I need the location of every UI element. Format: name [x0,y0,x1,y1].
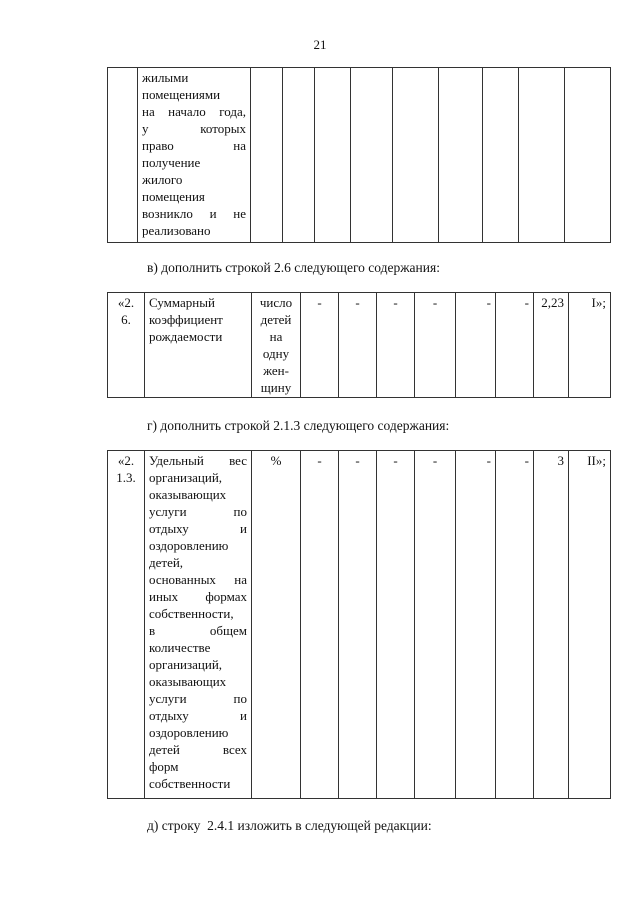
indicator-line: в общем [149,623,247,638]
value-cell [351,68,393,243]
value-cell: - [377,451,415,799]
value-cell: - [301,451,339,799]
value-cell: - [377,293,415,398]
value-cell: - [496,451,534,799]
indicator-line: детей, [149,555,184,570]
number-cell [108,68,138,243]
indicator-cell [138,68,251,243]
indicator-line: услуги по [149,504,247,519]
indicator-line: у которых [142,121,246,136]
indicator-line: помещениями [142,87,221,102]
value-cell [315,68,351,243]
unit-line: одну [262,346,290,361]
row-number: «2. [117,453,135,468]
source-cell: I»; [569,293,611,398]
value-cell: - [456,451,496,799]
value-cell: - [339,293,377,398]
paragraph-g: г) дополнить строкой 2.1.3 следующего содержания: [147,418,450,433]
row-number: «2. [117,295,135,310]
indicator-line: помещения [142,189,205,204]
page-number: 21 [313,37,327,52]
unit-cell: % [252,451,301,799]
value-cell: - [415,293,456,398]
indicator-line: получение [142,155,201,170]
indicator-line: рождаемости [149,329,223,344]
paragraph-v: в) дополнить строкой 2.6 следующего содержания: [147,260,440,275]
indicator-cell [145,293,252,398]
table-row [108,451,611,799]
number-cell [108,451,145,799]
value-cell: - [415,451,456,799]
table-row [108,68,611,243]
indicator-line: жилыми [142,70,189,85]
value-cell: - [456,293,496,398]
value-cell: - [301,293,339,398]
indicator-line: оздоровлению [149,538,229,553]
value-cell [519,68,565,243]
indicator-line: оказывающих [149,674,227,689]
indicator-line: услуги по [149,691,247,706]
table-row [108,293,611,398]
indicator-line: Суммарный [149,295,215,310]
indicator-line: на начало года, [142,104,246,119]
indicator-line: оздоровлению [149,725,229,740]
indicator-line: Удельный вес [149,453,247,468]
row-number: 1.3. [116,470,136,485]
indicator-line: форм [149,759,179,774]
indicator-line: собственности [149,776,231,791]
indicator-line: оказывающих [149,487,227,502]
unit-cell [252,293,301,398]
value-cell: 2,23 [534,293,569,398]
indicator-line: коэффициент [149,312,223,327]
value-cell [393,68,439,243]
source-cell [565,68,611,243]
indicator-line: жилого [142,172,183,187]
unit-line: жен- [263,363,289,378]
value-cell: - [496,293,534,398]
indicator-line: отдыху и [149,521,247,536]
indicator-line: отдыху и [149,708,247,723]
unit-line: число [259,295,293,310]
number-cell [108,293,145,398]
indicator-line: иных формах [149,589,247,604]
indicator-line: возникло и не [142,206,246,221]
table-row-2-1-3 [107,450,611,799]
indicator-line: собственности, [149,606,234,621]
row-number: 6. [121,312,131,327]
value-cell: - [339,451,377,799]
value-cell [439,68,483,243]
value-cell [483,68,519,243]
paragraph-d: д) строку 2.4.1 изложить в следующей редакции: [147,818,432,833]
source-cell: II»; [569,451,611,799]
indicator-line: организаций, [149,470,223,485]
unit-cell [251,68,283,243]
indicator-line: организаций, [149,657,223,672]
unit-line: детей [260,312,292,327]
table-continuation [107,67,611,243]
indicator-cell [145,451,252,799]
indicator-line: детей всех [149,742,247,757]
table-row-2-6 [107,292,611,398]
indicator-line: реализовано [142,223,211,238]
indicator-line: основанных на [149,572,247,587]
value-cell [283,68,315,243]
indicator-line: количестве [149,640,211,655]
unit-line: на [269,329,283,344]
indicator-line: право на [142,138,246,153]
unit-line: щину [260,380,292,395]
value-cell: 3 [534,451,569,799]
